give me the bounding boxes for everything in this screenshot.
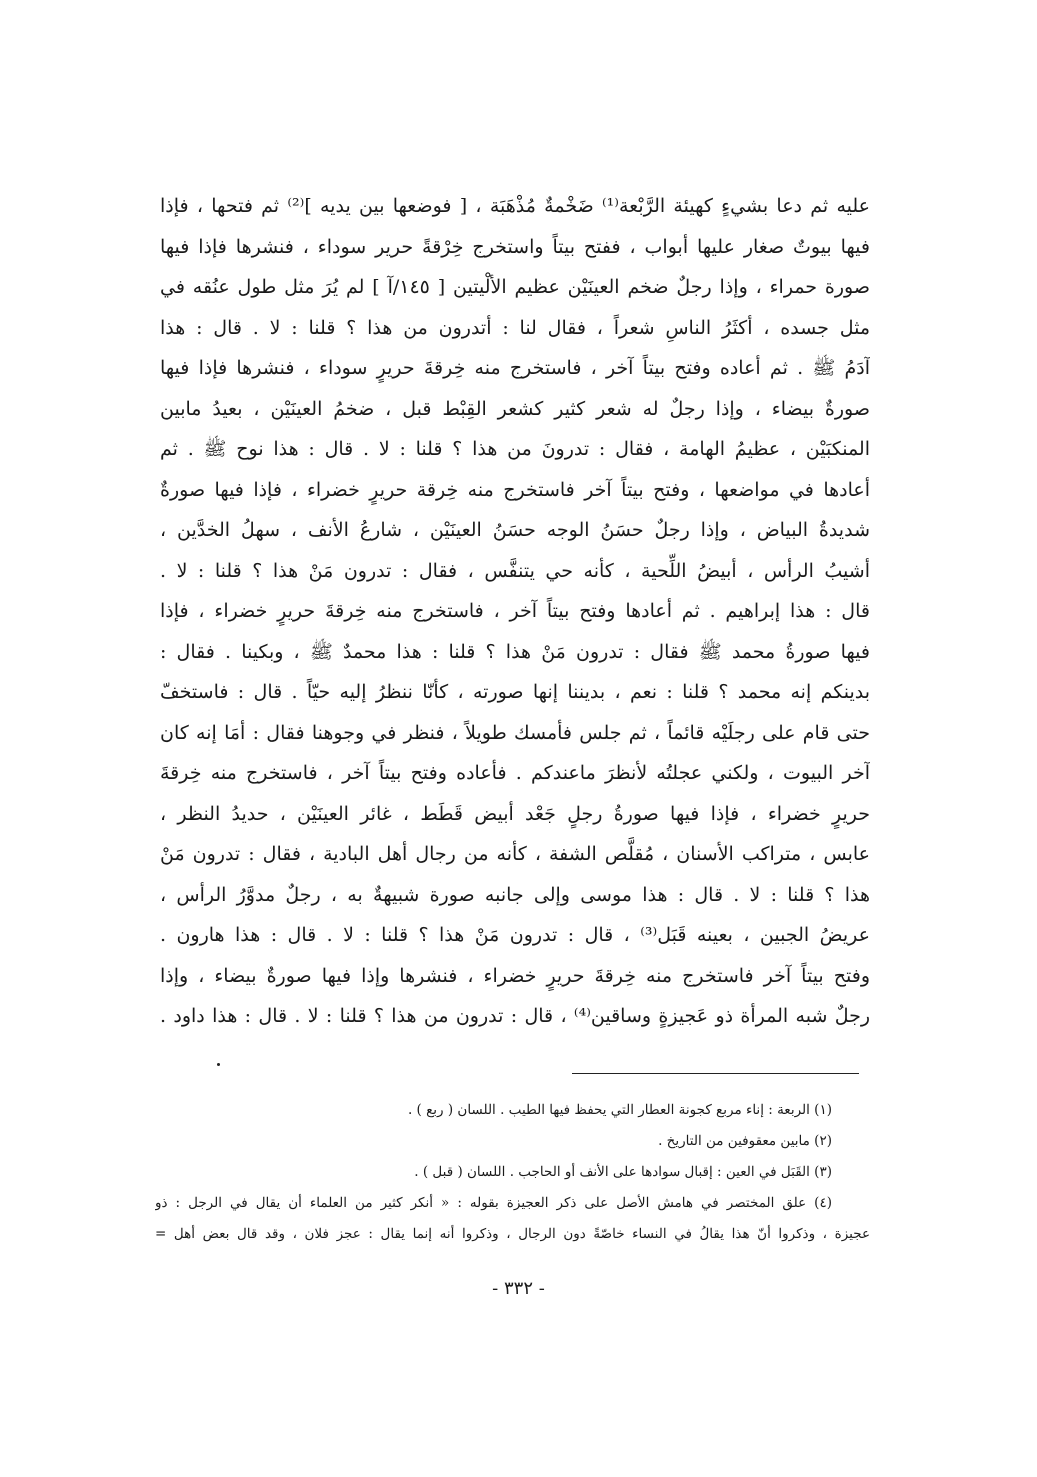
text-line: عابس ، متراكب الأسنان ، مُقلَّص الشفة ، كأنه من رجال أهل البادية ، فقال : تدرون مَنْ xyxy=(160,843,870,865)
text-line: أشيبُ الرأس ، أبيضُ اللِّحية ، كأنه حي يتنفَّس ، فقال : تدرون مَنْ هذا ؟ قلنا : لا . xyxy=(160,559,870,582)
main-text-block xyxy=(160,186,870,1037)
text-line: رجلٌ شبه المرأة ذو عَجيزةٍ وساقين⁽⁴⁾ ، قال : تدرون من هذا ؟ قلنا : لا . قال : هذا داود . xyxy=(160,1005,870,1027)
text-line: فيها بيوتٌ صغار عليها أبواب ، ففتح بيتاً واستخرج خِرْقةً حرير سوداء ، فنشرها فإذا فيها xyxy=(160,235,870,258)
text-line: مثل جسده ، أكثَرُ الناسِ شعراً ، فقال لنا : أتدرون من هذا ؟ قلنا : لا . قال : هذا xyxy=(160,316,870,339)
footnotes xyxy=(155,1095,870,1250)
text-line: حريرٍ خضراء ، فإذا فيها صورةُ رجلٍ جَعْد أبيض قَطَط ، غائر العينَيْن ، حديدُ النظر ، xyxy=(160,802,870,825)
text-line: المنكبَيْن ، عظيمُ الهامة ، فقال : تدرونَ من هذا ؟ قلنا : لا . قال : هذا نوح ﷺ . ثم xyxy=(160,438,870,460)
text-line: وفتح بيتاً آخر فاستخرج منه خِرقةَ حريرٍ خضراء ، فنشرها وإذا فيها صورةٌ بيضاء ، وإذا xyxy=(160,964,870,987)
text-line: فيها صورةُ محمد ﷺ فقال : تدرون مَنْ هذا ؟ قلنا : هذا محمدٌ ﷺ ، وبكينا . فقال : xyxy=(160,640,870,663)
text-line: آدَمُ ﷺ . ثم أعاده وفتح بيتاً آخر ، فاستخرج منه خِرقةَ حريرٍ سوداء ، فنشرها فإذا فيها xyxy=(160,357,870,379)
footnote-separator xyxy=(572,1073,859,1074)
stray-dot xyxy=(217,1063,220,1066)
text-line: بدينكم إنه محمد ؟ قلنا : نعم ، بديننا إنها صورته ، كأنّا ننظرُ إليه حيّاً . قال : فاستخفّ xyxy=(160,681,870,703)
text-line: صورةٌ بيضاء ، وإذا رجلٌ له شعر كثير كشعر القِبْط قبل ، ضخمُ العينَيْن ، بعيدُ مابين xyxy=(160,397,870,420)
footnote-3: (٣) القَبَل في العين : إقبال سوادها على الأنف أو الحاجب . اللسان ( قبل ) . xyxy=(414,1164,832,1180)
text-line: قال : هذا إبراهيم . ثم أعادها وفتح بيتاً آخر ، فاستخرج منه خِرقةَ حريرٍ خضراء ، فإذا xyxy=(160,600,870,622)
footnote-4-continued: عجيزة ، وذكروا أنّ هذا يقالُ في النساء خاصّةً دون الرجال ، وذكروا أنه إنما يقال : عجز فلان ، وقد قال بعض أهل = xyxy=(155,1226,870,1242)
text-line: هذا ؟ قلنا : لا . قال : هذا موسى وإلى جانبه صورة شبيهةٌ به ، رجلٌ مدوَّرُ الرأس ، xyxy=(160,883,870,906)
footnote-2: (٢) مابين معقوفين من التاريخ . xyxy=(658,1133,832,1149)
text-line: أعادها في مواضعها ، وفتح بيتاً آخر فاستخرج منه خِرقة حريرٍ خضراء ، فإذا فيها صورةٌ xyxy=(160,478,870,501)
page-number: - ٣٣٢ - xyxy=(492,1278,545,1299)
text-line: شديدةُ البياض ، وإذا رجلٌ حسَنُ الوجه حسَنُ العينَيْن ، شارعُ الأنف ، سهلُ الخدَّين ، xyxy=(160,519,870,541)
text-line: حتى قام على رجلَيْه قائماً ، ثم جلس فأمسك طويلاً ، فنظر في وجوهنا فقال : أمَا إنه كان xyxy=(160,721,870,744)
footnote-4: (٤) علق المختصر في هامش الأصل على ذكر العجيزة بقوله : « أنكر كثير من العلماء أن يقال في الرجل : ذو xyxy=(155,1195,832,1211)
footnote-1: (١) الربعة : إناء مربع كجونة العطار التي يحفظ فيها الطيب . اللسان ( ربع ) . xyxy=(407,1102,832,1118)
text-line: آخر البيوت ، ولكني عجلتُه لأنظرَ ماعندكم . فأعاده وفتح بيتاً آخر ، فاستخرج منه خِرقةَ xyxy=(160,762,870,784)
text-line: عليه ثم دعا بشيءٍ كهيئة الرَّبْعة⁽¹⁾ ضَخْمةٌ مُذْهَبَة ، [ فوضعها بين يديه ]⁽²⁾ ثم فتحها ، فإذا xyxy=(160,195,870,217)
text-line: صورة حمراء ، وإذا رجلٌ ضخم العينَيْن عظيم الألْيتين [ ١٤٥/آ ] لم يُرَ مثل طول عنُقه في xyxy=(160,276,870,298)
text-line: عريضُ الجبين ، بعينه قَبَل⁽³⁾ ، قال : تدرون مَنْ هذا ؟ قلنا : لا . قال : هذا هارون . xyxy=(160,924,870,946)
